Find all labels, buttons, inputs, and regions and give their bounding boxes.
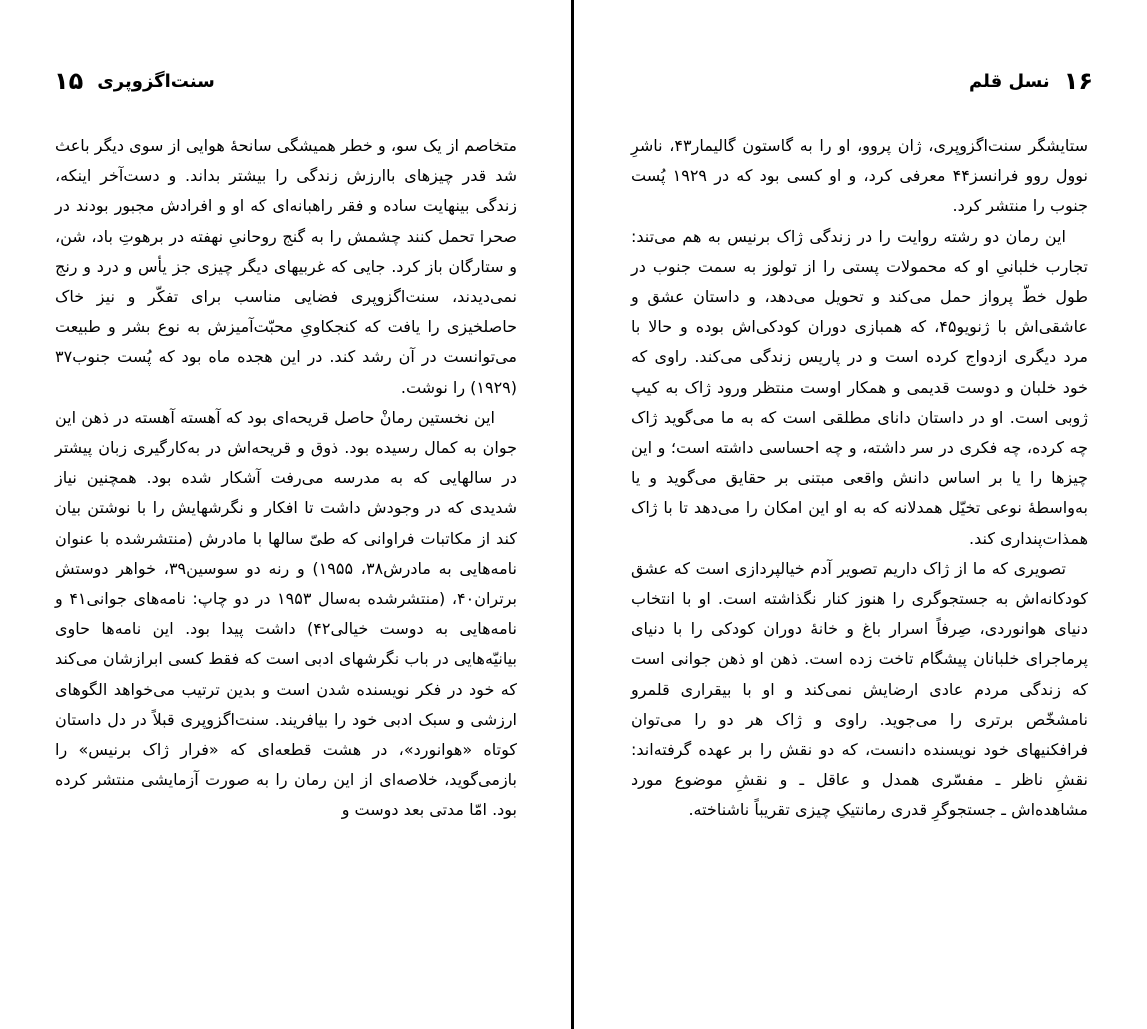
left-paragraph-2: این نخستین رمانْ حاصل قریحه‌ای بود که آهسته آهسته در ذهن این جوان به کمال رسیده بود. ذوق و قریحه‌اش در به‌کارگیری زبان پیشتر در سالهایی که به مدرسه می‌رفت آشکار شده بود. همچنین نیاز شدیدی که در وجودش داشت تا افکار و نگرشهایش را با نوشتن بیان کند از مکاتبات فراوانی که طیّ سالها با مادرش (منتشرشده با عنوان نامه‌هایی به مادرش۳۸، ۱۹۵۵) و رنه دو سوسین۳۹، خواهر دوستش برتران۴۰، (منتشرشده به‌سال ۱۹۵۳ در دو چاپ: نامه‌های جوانی۴۱ و نامه‌هایی به دوست خیالی۴۲) داشت پیدا بود. این نامه‌ها حاوی بیانیّه‌هایی در باب نگرشهای ادبی است که فقط کسی ابرازشان می‌کند که خود در فکر نویسنده شدن است و بدین ترتیب می‌خواهد الگوهای ارزشی و سبک ادبی خود را بیافریند. سنت‌اگزوپری قبلاً در دل داستان کوتاه «هوانورد»، در هشت قطعه‌ای که «فرار ژاک برنیس» را بازمی‌گوید، خلاصه‌ای از این رمان را به صورت آزمایشی منتشر کرده بود. امّا مدتی بعد دوست و <box>55 407 518 820</box>
page-gutter-divider <box>571 0 574 1029</box>
right-page-number: ۱۶ <box>1063 67 1093 95</box>
right-page-header <box>969 64 1093 98</box>
right-paragraph-1: ستایشگر سنت‌اگزوپری، ژان پروو، او را به گاستون گالیمار۴۳، ناشرِ نوول روو فرانسز۴۴ معرفی کرد، و او کسی بود که در ۱۹۲۹ پُست جنوب را منتشر کرد. <box>631 136 1089 216</box>
left-paragraph-1: متخاصم از یک سو، و خطر همیشگی سانحهٔ هوایی از سوی دیگر باعث شد قدر چیزهای باارزش زندگی را بیشتر بداند. و دست‌آخر اینکه، زندگی بینهایت ساده و فقر راهبانه‌ای که او و افرادش مجبور بودند در صحرا تحمل کنند چشمش را به گنج روحانیِ نهفته در برهوتِ باد، شن، و ستارگان باز کرد. جایی که غربیهای دیگر چیزی جز یأس و درد و رنج نمی‌دیدند، سنت‌اگزوپری فضایی مناسب برای تفکّر و نیز خاک حاصلخیزی را یافت که کنجکاویِ محبّت‌آمیزش به نوع بشر و طبیعت می‌توانست در آن رشد کند. در این هجده ماه بود که پُست جنوب۳۷ (۱۹۲۹) را نوشت. <box>55 136 517 397</box>
right-running-title: نسل قلم <box>969 70 1050 92</box>
right-page-body <box>631 131 1088 826</box>
right-paragraph-2: این رمان دو رشته روایت را در زندگی ژاک برنیس به هم می‌تند: تجارب خلبانیِ او که محمولات پستی را از تولوز به سمت جنوب در طول خطّ پرواز حمل می‌کند و تحویل می‌دهد، و داستان عشق و عاشقی‌اش با ژنویو۴۵، که همبازی دوران کودکی‌اش بوده و حالا با مرد دیگری ازدواج کرده است و در پاریس زندگی می‌کند. راوی که خود خلبان و دوست قدیمی و همکار اوست منتظر ورود ژاک به کیپ ژوبی است. او در داستان دانای مطلقی است که به ما می‌گوید ژاک چه کرده، چه فکری در سر داشته، و چه احساسی داشته است؛ و این چیزها را یا بر اساس دانش واقعی مبتنی بر حقایق می‌گوید و یا به‌واسطهٔ نوعی تخیّل همدلانه که به او این امکان را می‌دهد تا با ژاک همذات‌پنداری کند. <box>631 226 1088 548</box>
right-page <box>579 0 1147 1029</box>
left-page-number: ۱۵ <box>54 67 84 95</box>
right-paragraph-3: تصویری که ما از ژاک داریم تصویر آدم خیالپردازی است که عشق کودکانه‌اش به جستجوگری را هنوز کنار نگذاشته است. او با انتخاب دنیای هوانوردی، صِرفاً اسرار باغ و خانهٔ دوران کودکی را با دنیای پرماجرای خلبانان پیشگام تاخت زده است. ذهن او ذهن جوانی است که زندگی مردم عادی ارضایش نمی‌کند و او با بیقراری قلمرو نامشخّص برتری را می‌جوید. راوی و ژاک هر دو را می‌توان فرافکنیهای خود نویسنده دانست، که دو نقش را بر عهده گرفته‌اند: نقشِ ناظر ـ مفسّری همدل و عاقل ـ و نقشِ موضوع مورد مشاهده‌اش ـ جستجوگرِ قدری رمانتیکِ چیزی تقریباً ناشناخته. <box>631 558 1088 820</box>
left-page-header <box>54 64 215 98</box>
left-page-body <box>55 131 517 826</box>
left-running-title: سنت‌اگزوپری <box>97 70 215 92</box>
left-page <box>0 0 567 1029</box>
